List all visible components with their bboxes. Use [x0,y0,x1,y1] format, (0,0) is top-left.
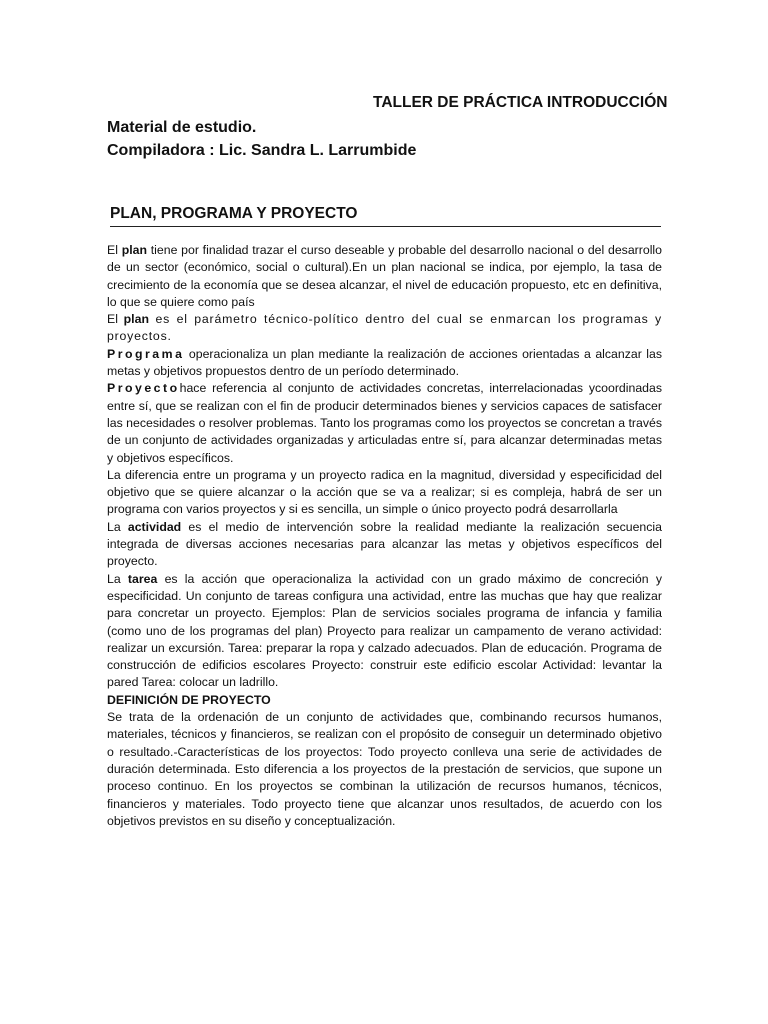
paragraph-text: tiene por finalidad trazar el curso deseable y probable del desarrollo nacional o del desarrollo de un sector (económico, social o cultural).En un plan nacional se indica, por ejemplo, la tasa de crecimiento de la economía que se desea alcanzar, el nivel de educación propuesto, etc en definitiva, lo que se quiere como país [107,243,663,309]
term-tarea: tarea [127,571,158,586]
term-plan: plan [123,312,149,327]
paragraph-tarea [107,571,662,692]
paragraph-prefix: El [107,243,122,257]
paragraph-text: es la acción que operacionaliza la actividad con un grado máximo de concreción y especificidad. Un conjunto de tareas configura una actividad, entre las muchas que hay que realizar para concretar un proyecto. Ejemplos: Plan de servicios sociales programa de infancia y familia (como uno de los programas del plan) Proyecto para realizar un campamento de verano actividad: realizar un excursión. Tarea: preparar la ropa y calzado adecuados. Plan de educación. Programa de construcción de edificios escolares Proyecto: construir este edificio escolar Actividad: levantar la pared Tarea: colocar un ladrillo. [107,571,662,690]
paragraph-proyecto [107,380,662,466]
paragraph-prefix: La [107,571,128,586]
material-label: Material de estudio. [107,119,257,136]
definition-text: Se trata de la ordenación de un conjunto de actividades que, combinando recursos humanos, materiales, técnicos y financieros, se realizan con el propósito de conseguir un determinado objetivo o resultado.-Características de los proyectos: Todo proyecto conlleva una serie de actividades de duración determinada. Esto diferencia a los proyectos de la prestación de servicios, que supone un proceso continuo. En los proyectos se combinan la utilización de recursos humanos, técnicos, financieros y materiales. Todo proyecto tiene que alcanzar unos resultados, de acuerdo con los objetivos previstos en su diseño y conceptualización. [107,710,662,828]
paragraph-text: operacionaliza un plan mediante la realización de acciones orientadas a alcanzar las metas y objetivos propuestos dentro de un período determinado. [107,346,662,379]
paragraph-text: es el parámetro técnico-político dentro del cual se enmarcan los programas y proyectos. [107,312,662,344]
paragraph-plan-parameter [107,311,662,346]
paragraph-plan [107,242,662,311]
paragraph-prefix: La [107,519,128,534]
paragraph-programa [107,346,662,381]
paragraph-text: es el medio de intervención sobre la realidad mediante la realización secuencia integrada de diversas acciones necesarias para alcanzar las metas y objetivos específicos del proyecto. [107,519,662,569]
definition-heading: DEFINICIÓN DE PROYECTO [107,692,271,707]
paragraph-diferencia: La diferencia entre un programa y un proyecto radica en la magnitud, diversidad y especificidad del objetivo que se quiere alcanzar o la acción que se va a realizar; si es compleja, habrá de ser un programa con varios proyectos y si es sencilla, un simple o único proyecto podrá desarrollarla [107,467,662,517]
document-title: TALLER DE PRÁCTICA INTRODUCCIÓN [373,94,668,111]
paragraph-prefix: El [107,312,124,327]
document-meta [107,116,416,162]
term-programa: Programa [107,346,185,361]
section-title: PLAN, PROGRAMA Y PROYECTO [110,205,661,227]
term-proyecto: Proyecto [107,381,180,396]
compiler-label: Compiladora : Lic. Sandra L. Larrumbide [107,142,417,159]
document-body [107,242,662,830]
paragraph-actividad [107,519,662,571]
paragraph-text: hace referencia al conjunto de actividades concretas, interrelacionadas ycoordinadas entre sí, que se realizan con el fin de producir determinados bienes y servicios capaces de satisfacer las necesidades o resolver problemas. Tanto los programas como los proyectos se concretan a través de un conjunto de actividades organizadas y articuladas entre sí, para alcanzar determinadas metas y objetivos específicos. [107,381,662,465]
term-plan: plan [121,243,147,257]
term-actividad: actividad [127,519,182,534]
